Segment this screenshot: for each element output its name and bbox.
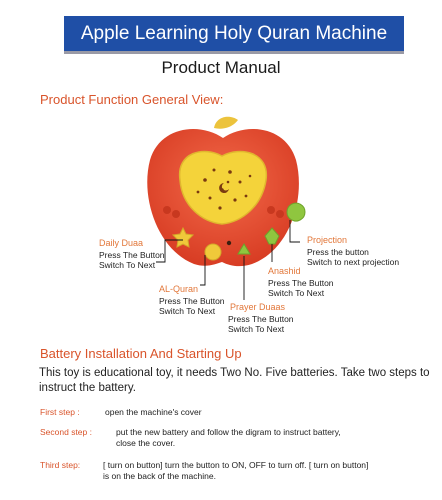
prayer-duaas-text: Press The Button Switch To Next	[228, 314, 294, 334]
title-banner: Apple Learning Holy Quran Machine	[64, 16, 404, 54]
al-quran-title: AL-Quran	[159, 284, 199, 294]
apple-leaf-icon	[214, 117, 238, 129]
anashid-text: Press The Button Switch To Next	[268, 278, 334, 298]
step-text: put the new battery and follow the digram to instruct battery, close the cover.	[116, 427, 341, 448]
al-quran-text: Press The Button Switch To Next	[159, 296, 225, 316]
step-text: [ turn on button] turn the button to ON, OFF to turn off. [ turn on button] is on the back of the machine.	[103, 460, 369, 481]
function-section-title: Product Function General View:	[40, 92, 224, 107]
projection-text: Press the button Switch to next projection	[307, 247, 400, 267]
daily-duaa-title: Daily Duaa	[99, 238, 144, 248]
step-label: Second step :	[40, 427, 92, 437]
step-text: open the machine's cover	[105, 407, 202, 417]
prayer-duaas-title: Prayer Duaas	[230, 302, 286, 312]
indicator-light	[227, 241, 231, 245]
step-label: First step :	[40, 407, 80, 417]
step-label: Third step:	[40, 460, 81, 470]
battery-intro: This toy is educational toy, it needs Two No. Five batteries. Take two steps to instruct the battery.	[39, 367, 430, 394]
manual-title: Product Manual	[161, 58, 281, 77]
projection-button	[287, 203, 305, 221]
projection-title: Projection	[307, 235, 348, 245]
anashid-title: Anashid	[268, 266, 301, 276]
daily-duaa-text: Press The Button Switch To Next	[99, 250, 165, 270]
battery-section-title: Battery Installation And Starting Up	[40, 346, 242, 361]
al-quran-circle-button	[205, 244, 221, 260]
